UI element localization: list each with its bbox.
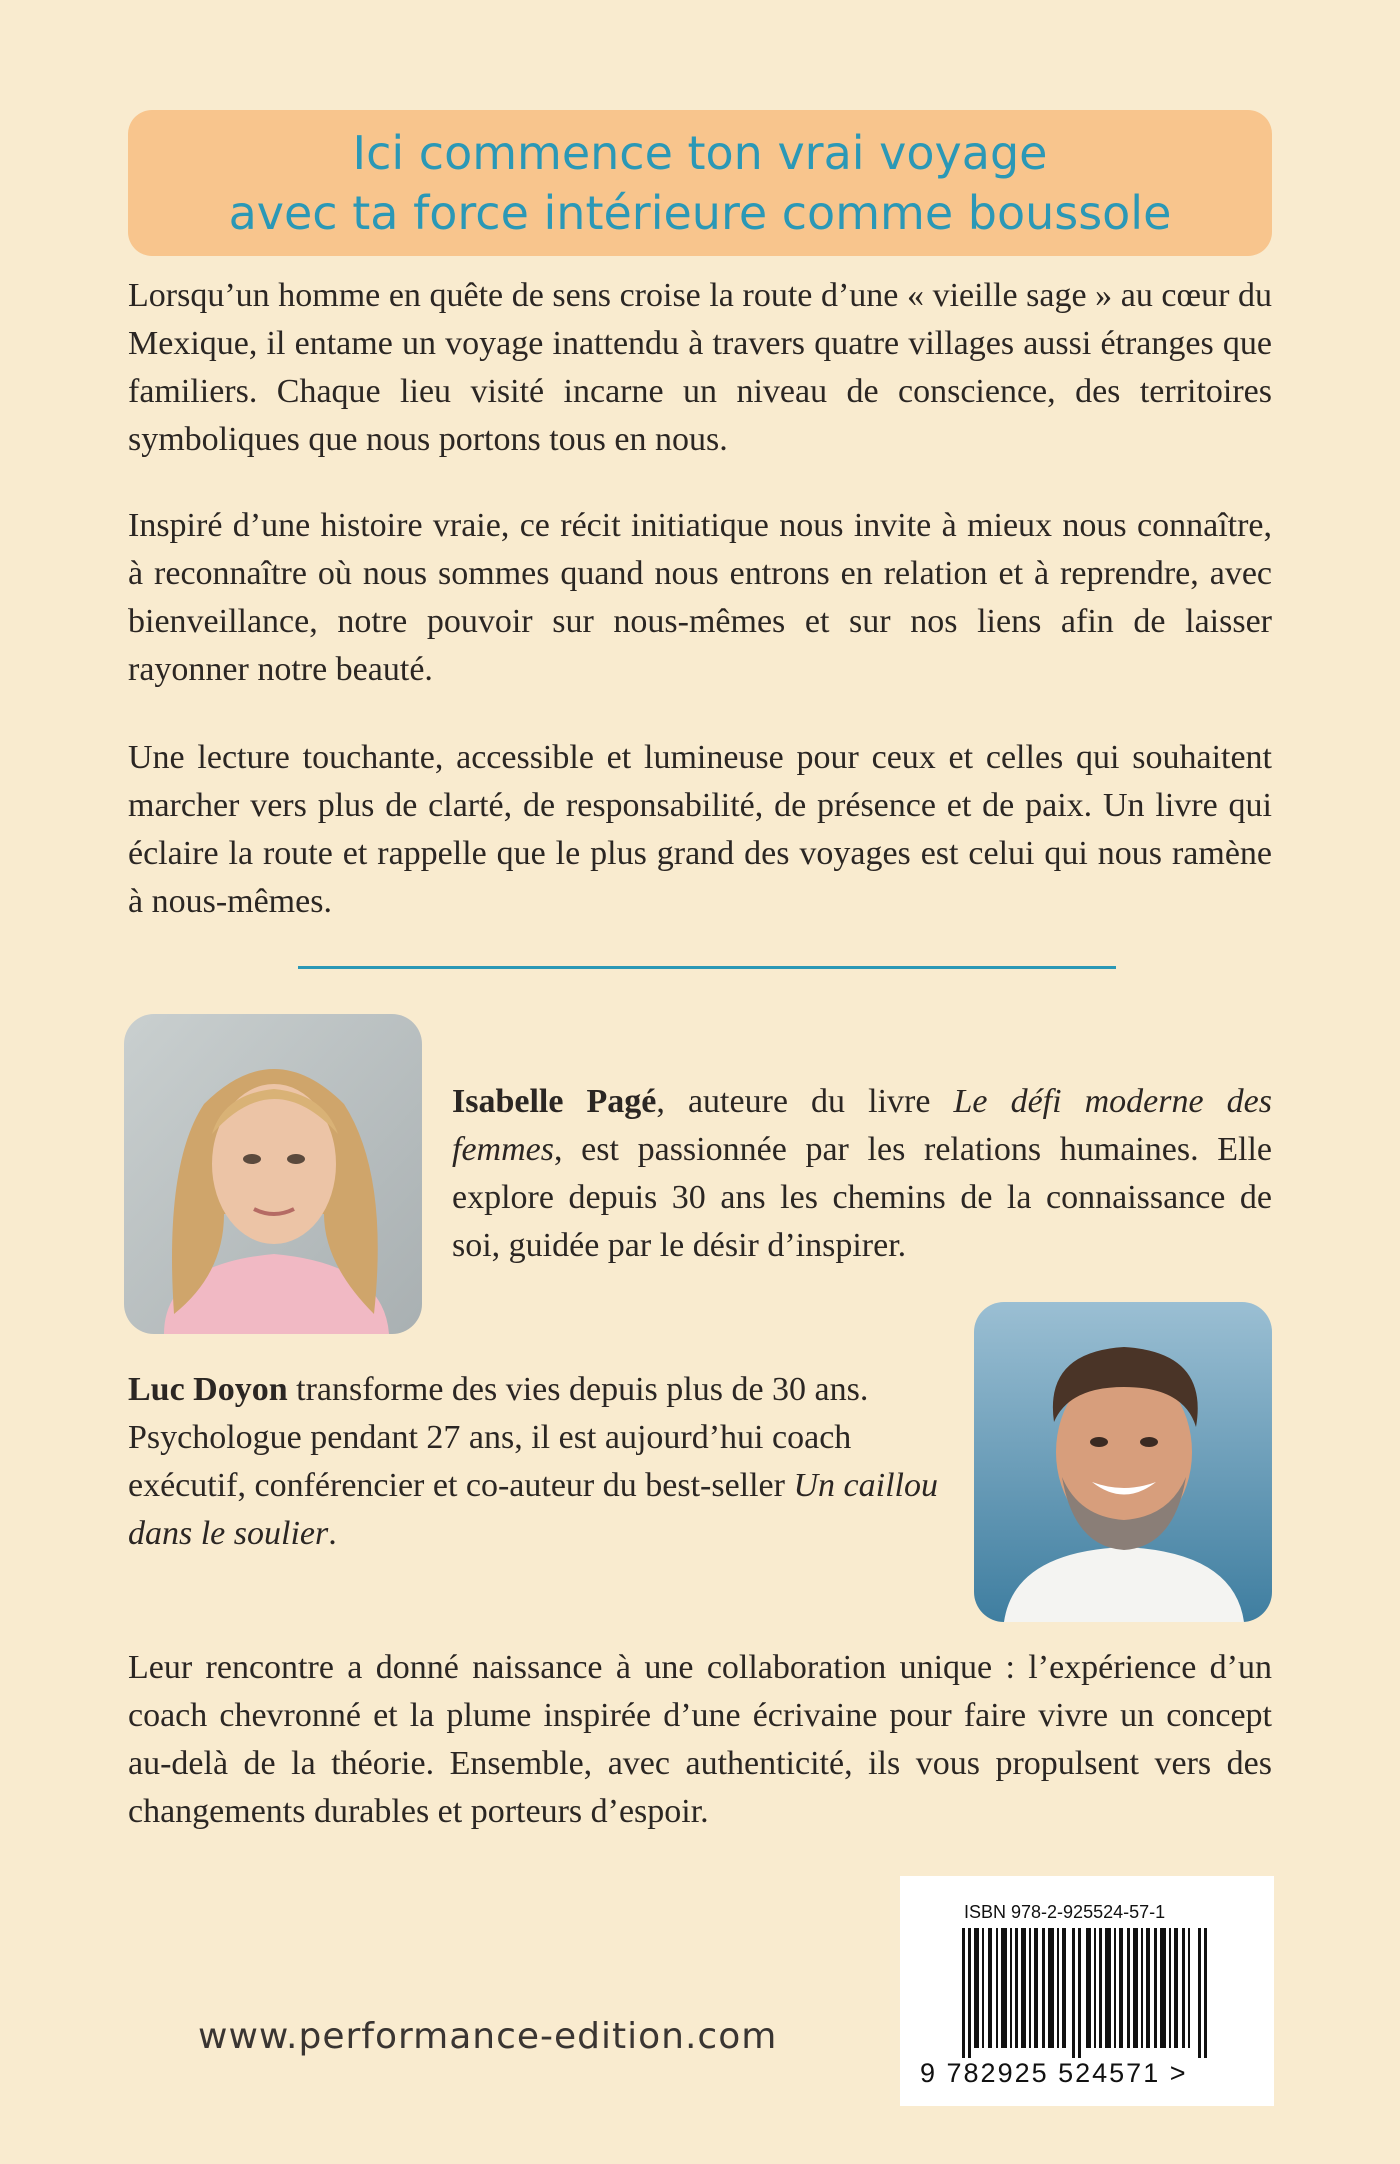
- isbn-digits: 9 782925 524571 >: [920, 2058, 1188, 2088]
- isabelle-bio-text-2: , est passionnée par les relations humaines. Elle explore depuis 30 ans les chemins de la connaissance de soi, guidée par le désir d’inspirer.: [452, 1131, 1272, 1264]
- isabelle-page-bio: [452, 1078, 1272, 1270]
- closing-paragraph: Leur rencontre a donné naissance à une collaboration unique : l’expérience d’un coach chevronné et la plume inspirée d’une écrivaine pour faire vivre un concept au-delà de la théorie. Ensemble, avec authenticité, ils vous propulsent vers des changements durables et porteurs d’espoir.: [128, 1649, 1272, 1830]
- isbn-barcode-box: [900, 1876, 1274, 2106]
- headline-banner: [128, 110, 1272, 256]
- headline-line-2: avec ta force intérieure comme boussole: [228, 186, 1172, 240]
- website-url: www.performance-edition.com: [198, 2016, 778, 2057]
- isabelle-page-name: Isabelle Pagé: [452, 1083, 657, 1120]
- luc-bio-text-1: transforme des vies depuis plus de 30 ans. Psychologue pendant 27 ans, il est aujourd’hui coach exécutif, conférencier et co-auteur du best-seller: [128, 1371, 869, 1504]
- luc-doyon-bio: [128, 1366, 944, 1558]
- isabelle-page-photo: [124, 1014, 422, 1334]
- synopsis-paragraph-3: Une lecture touchante, accessible et lumineuse pour ceux et celles qui souhaitent marcher vers plus de clarté, de responsabilité, de présence et de paix. Un livre qui éclaire la route et rappelle que le plus grand des voyages est celui qui nous ramène à nous-mêmes.: [128, 739, 1272, 920]
- isabelle-bio-text-1: , auteure du livre: [656, 1083, 954, 1120]
- isbn-label: ISBN 978-2-925524-57-1: [964, 1902, 1166, 1922]
- synopsis-paragraph-2: Inspiré d’une histoire vraie, ce récit initiatique nous invite à mieux nous connaître, à reconnaître où nous sommes quand nous entrons en relation et à reprendre, avec bienveillance, notre pouvoir sur nous-mêmes et sur nos liens afin de laisser rayonner notre beauté.: [128, 507, 1272, 688]
- luc-doyon-photo: [974, 1302, 1272, 1622]
- synopsis-paragraph-1: Lorsqu’un homme en quête de sens croise la route d’une « vieille sage » au cœur du Mexique, il entame un voyage inattendu à travers quatre villages aussi étranges que familiers. Chaque lieu visité incarne un niveau de conscience, des territoires symboliques que nous portons tous en nous.: [128, 277, 1272, 458]
- isabelle-book-title: Le défi moderne des femmes: [452, 1083, 1272, 1168]
- luc-doyon-name: Luc Doyon: [128, 1371, 288, 1408]
- barcode: [962, 1928, 1212, 2058]
- divider-line: [298, 966, 1116, 969]
- headline-line-1: Ici commence ton vrai voyage: [352, 126, 1048, 180]
- luc-book-title: Un caillou dans le soulier: [128, 1467, 938, 1552]
- luc-bio-text-2: .: [328, 1515, 337, 1552]
